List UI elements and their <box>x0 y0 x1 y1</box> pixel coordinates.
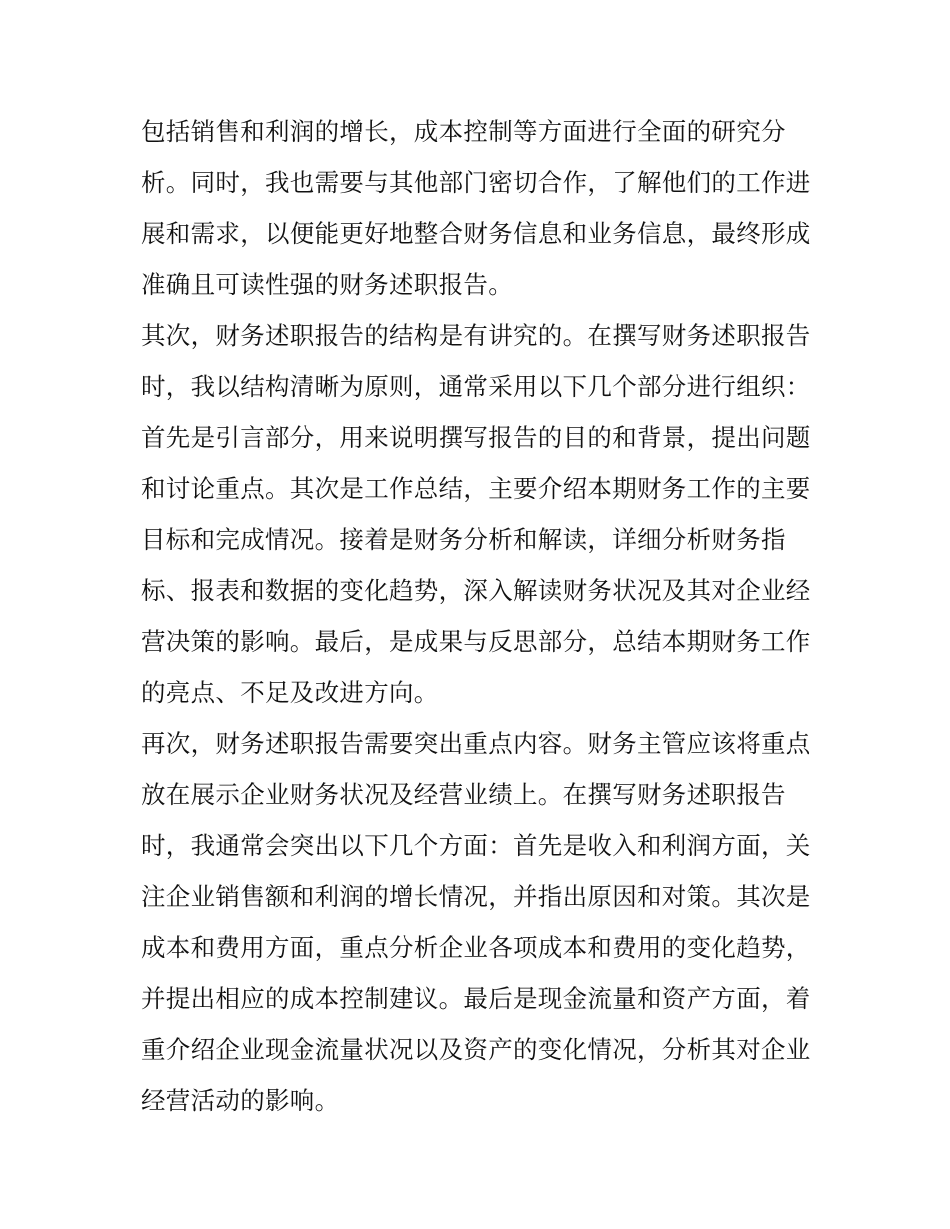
text-line: 析。同时，我也需要与其他部门密切合作，了解他们的工作进 <box>141 168 811 197</box>
text-line: 的亮点、不足及改进方向。 <box>141 678 439 707</box>
text-line: 注企业销售额和利润的增长情况，并指出原因和对策。其次是 <box>141 882 811 911</box>
text-line: 和讨论重点。其次是工作总结，主要介绍本期财务工作的主要 <box>141 474 811 503</box>
text-line: 时，我以结构清晰为原则，通常采用以下几个部分进行组织： <box>141 372 811 401</box>
text-line: 放在展示企业财务状况及经营业绩上。在撰写财务述职报告 <box>141 780 786 809</box>
text-line: 营决策的影响。最后，是成果与反思部分，总结本期财务工作 <box>141 627 811 656</box>
text-line: 重介绍企业现金流量状况以及资产的变化情况，分析其对企业 <box>141 1035 811 1064</box>
text-line: 包括销售和利润的增长，成本控制等方面进行全面的研究分 <box>141 117 786 146</box>
text-line: 并提出相应的成本控制建议。最后是现金流量和资产方面，着 <box>141 984 811 1013</box>
text-line: 经营活动的影响。 <box>141 1086 340 1115</box>
body-text <box>141 106 821 1126</box>
text-line: 准确且可读性强的财务述职报告。 <box>141 270 513 299</box>
text-line: 其次，财务述职报告的结构是有讲究的。在撰写财务述职报告 <box>141 321 811 350</box>
text-line: 目标和完成情况。接着是财务分析和解读，详细分析财务指 <box>141 525 786 554</box>
text-line: 成本和费用方面，重点分析企业各项成本和费用的变化趋势， <box>141 933 811 962</box>
text-line: 再次，财务述职报告需要突出重点内容。财务主管应该将重点 <box>141 729 811 758</box>
text-line: 展和需求，以便能更好地整合财务信息和业务信息，最终形成 <box>141 219 811 248</box>
text-line: 首先是引言部分，用来说明撰写报告的目的和背景，提出问题 <box>141 423 811 452</box>
text-line: 标、报表和数据的变化趋势，深入解读财务状况及其对企业经 <box>141 576 811 605</box>
text-line: 时，我通常会突出以下几个方面：首先是收入和利润方面，关 <box>141 831 811 860</box>
